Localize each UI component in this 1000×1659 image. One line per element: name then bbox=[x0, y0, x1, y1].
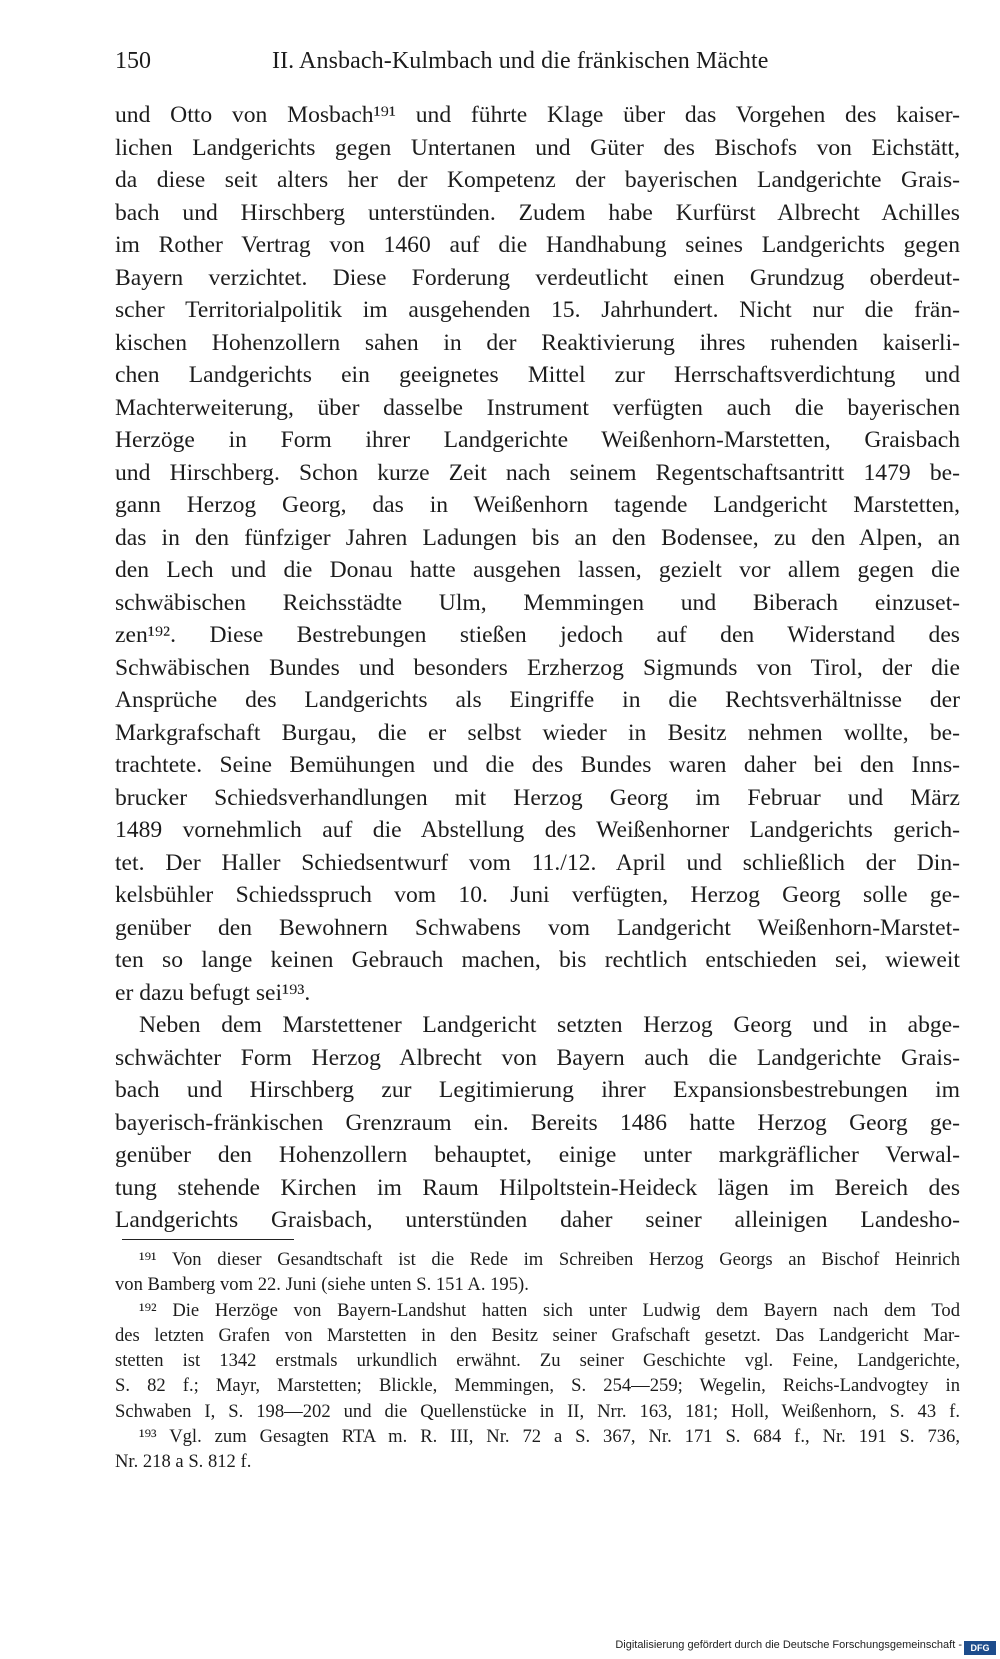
body-line: Machterweiterung, über dasselbe Instrument verfügten auch die bayerischen bbox=[115, 394, 960, 421]
body-line: und Hirschberg. Schon kurze Zeit nach seinem Regentschaftsantritt 1479 be- bbox=[115, 459, 960, 486]
body-line: lichen Landgerichts gegen Untertanen und Güter des Bischofs von Eichstätt, bbox=[115, 134, 960, 161]
body-line: tet. Der Haller Schiedsentwurf vom 11./12. April und schließlich der Din- bbox=[115, 849, 960, 876]
body-line: genüber den Bewohnern Schwabens vom Landgericht Weißenhorn-Marstet- bbox=[115, 914, 960, 941]
footnote-192-line: ¹⁹² Die Herzöge von Bayern-Landshut hatten sich unter Ludwig dem Bayern nach dem Tod bbox=[139, 1299, 960, 1321]
body-line: bach und Hirschberg zur Legitimierung ihrer Expansionsbestrebungen im bbox=[115, 1077, 960, 1103]
body-line: bayerisch-fränkischen Grenzraum ein. Bereits 1486 hatte Herzog Georg ge- bbox=[115, 1109, 960, 1136]
body-line: Landgerichts Graisbach, unterstünden daher seiner alleinigen Landesho- bbox=[115, 1207, 960, 1233]
body-line: den Lech und die Donau hatte ausgehen lassen, gezielt vor allem gegen die bbox=[115, 557, 960, 583]
footnote-192-line: des letzten Grafen von Marstetten in den Besitz seiner Grafschaft gesetzt. Das Landgericht Mar- bbox=[115, 1324, 960, 1346]
body-line: kelsbühler Schiedsspruch vom 10. Juni verfügten, Herzog Georg solle ge- bbox=[115, 882, 960, 908]
footnote-separator bbox=[122, 1239, 294, 1240]
body-line: im Rother Vertrag von 1460 auf die Handhabung seines Landgerichts gegen bbox=[115, 232, 960, 258]
body-line: schwächter Form Herzog Albrecht von Bayern auch die Landgerichte Grais- bbox=[115, 1044, 960, 1071]
footnote-193-line: ¹⁹³ Vgl. zum Gesagten RTA m. R. III, Nr. 72 a S. 367, Nr. 171 S. 684 f., Nr. 191 S. 736, bbox=[139, 1426, 960, 1448]
body-line: genüber den Hohenzollern behauptet, einige unter markgräflicher Verwal- bbox=[115, 1142, 960, 1168]
footnote-192-line: stetten ist 1342 erstmals urkundlich erwähnt. Zu seiner Geschichte vgl. Feine, Landgerichte, bbox=[115, 1350, 960, 1372]
dfg-logo: DFG bbox=[964, 1641, 996, 1655]
paragraph-end-line: er dazu befugt sei¹⁹³. bbox=[115, 979, 311, 1006]
body-line: zen¹⁹². Diese Bestrebungen stießen jedoch auf den Widerstand des bbox=[115, 622, 960, 648]
body-line: gann Herzog Georg, das in Weißenhorn tagende Landgericht Marstetten, bbox=[115, 492, 960, 518]
running-head: II. Ansbach-Kulmbach und die fränkischen Mächte bbox=[272, 48, 769, 74]
digitization-credit: Digitalisierung gefördert durch die Deutsche Forschungsgemeinschaft - bbox=[615, 1639, 962, 1651]
page-number: 150 bbox=[115, 48, 151, 74]
body-line: brucker Schiedsverhandlungen mit Herzog Georg im Februar und März bbox=[115, 784, 960, 811]
body-line: trachtete. Seine Bemühungen und die des Bundes waren daher bei den Inns- bbox=[115, 752, 960, 778]
body-line: kischen Hohenzollern sahen in der Reaktivierung ihres ruhenden kaiserli- bbox=[115, 329, 960, 356]
body-line: chen Landgerichts ein geeignetes Mittel zur Herrschaftsverdichtung und bbox=[115, 362, 960, 388]
body-line: und Otto von Mosbach¹⁹¹ und führte Klage über das Vorgehen des kaiser- bbox=[115, 102, 960, 128]
body-line: ten so lange keinen Gebrauch machen, bis rechtlich entschieden sei, wieweit bbox=[115, 947, 960, 973]
body-line: Herzöge in Form ihrer Landgerichte Weißenhorn-Marstetten, Graisbach bbox=[115, 427, 960, 453]
paragraph-start-line: Neben dem Marstettener Landgericht setzten Herzog Georg und in abge- bbox=[139, 1012, 960, 1038]
body-line: scher Territorialpolitik im ausgehenden 15. Jahrhundert. Nicht nur die frän- bbox=[115, 297, 960, 323]
body-line: bach und Hirschberg unterstünden. Zudem habe Kurfürst Albrecht Achilles bbox=[115, 199, 960, 226]
body-text bbox=[115, 99, 960, 1237]
footnote-193-line: Nr. 218 a S. 812 f. bbox=[115, 1451, 252, 1473]
body-line: Markgrafschaft Burgau, die er selbst wieder in Besitz nehmen wollte, be- bbox=[115, 719, 960, 746]
body-line: tung stehende Kirchen im Raum Hilpoltstein-Heideck lägen im Bereich des bbox=[115, 1174, 960, 1201]
body-line: das in den fünfziger Jahren Ladungen bis an den Bodensee, zu den Alpen, an bbox=[115, 524, 960, 551]
footnote-191-line: von Bamberg vom 22. Juni (siehe unten S. 151 A. 195). bbox=[115, 1274, 529, 1296]
body-line: Schwäbischen Bundes und besonders Erzherzog Sigmunds von Tirol, der die bbox=[115, 654, 960, 681]
footnote-192-line: Schwaben I, S. 198—202 und die Quellenstücke in II, Nrr. 163, 181; Holl, Weißenhorn, S. 43 f. bbox=[115, 1400, 960, 1422]
body-line: schwäbischen Reichsstädte Ulm, Memmingen und Biberach einzuset- bbox=[115, 589, 960, 616]
footnote-191-line: ¹⁹¹ Von dieser Gesandtschaft ist die Rede im Schreiben Herzog Georgs an Bischof Heinrich bbox=[139, 1249, 960, 1270]
body-line: da diese seit alters her der Kompetenz der bayerischen Landgerichte Grais- bbox=[115, 167, 960, 193]
body-line: 1489 vornehmlich auf die Abstellung des Weißenhorner Landgerichts gerich- bbox=[115, 817, 960, 843]
footnotes bbox=[115, 1247, 960, 1475]
page-header bbox=[115, 48, 960, 78]
body-line: Ansprüche des Landgerichts als Eingriffe in die Rechtsverhältnisse der bbox=[115, 687, 960, 713]
body-line: Bayern verzichtet. Diese Forderung verdeutlicht einen Grundzug oberdeut- bbox=[115, 264, 960, 291]
footnote-192-line: S. 82 f.; Mayr, Marstetten; Blickle, Memmingen, S. 254—259; Wegelin, Reichs-Landvogtey in bbox=[115, 1375, 960, 1397]
